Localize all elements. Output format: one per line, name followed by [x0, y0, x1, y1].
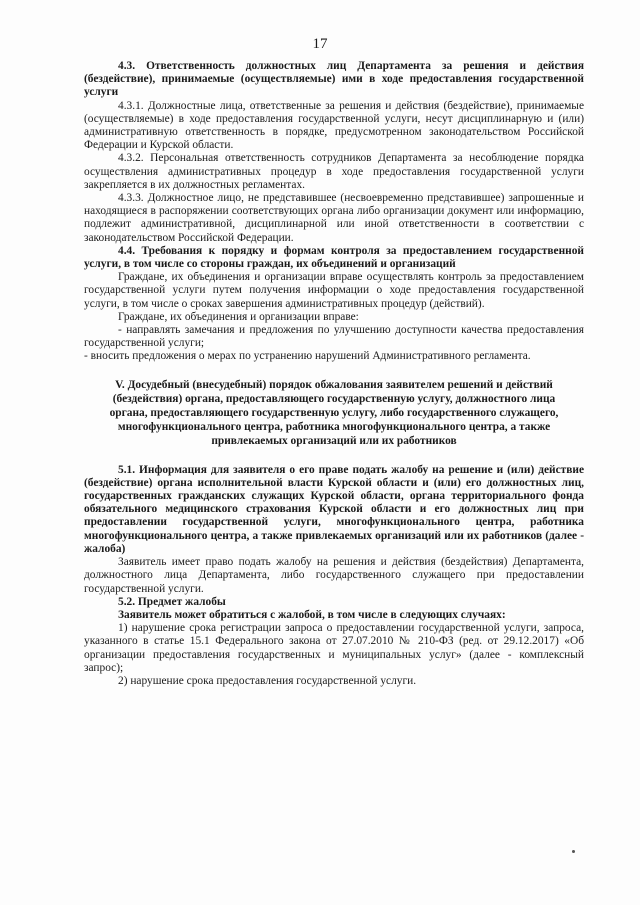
- paragraph-4-3-2: 4.3.2. Персональная ответственность сотрудников Департамента за несоблюдение порядка осуществления административных процедур в ходе предоставления государственной услуги закрепляется в их должностных регламентах.: [84, 152, 584, 191]
- list-item-case-2: 2) нарушение срока предоставления государственной услуги.: [118, 674, 417, 687]
- section-v-title: V. Досудебный (внесудебный) порядок обжалования заявителем решений и действий (бездействия) органа, предоставляющего государственную услугу, должностного лица органа, предоставляющего государственную услугу, либо государственного служащего, многофункционального центра, работника многофункционального центра, а также привлекаемых организаций или их работников: [109, 378, 559, 447]
- heading-4-4: 4.4. Требования к порядку и формам контроля за предоставлением государственной услуги, в том числе со стороны граждан, их объединений и организаций: [84, 244, 584, 271]
- heading-complaint-cases: Заявитель может обратиться с жалобой, в том числе в следующих случаях:: [118, 608, 506, 621]
- paragraph-rights-intro: Граждане, их объединения и организации вправе:: [118, 310, 359, 323]
- paragraph-complaint-right: Заявитель имеет право подать жалобу на решения и действия (бездействия) Департамента, должностного лица Департамента, либо государственного служащего при предоставлении государственной услуги.: [84, 556, 584, 595]
- page-number: 17: [312, 36, 328, 52]
- paragraph-4-3-3: 4.3.3. Должностное лицо, не представившее (несвоевременно представившее) запрошенные и находящиеся в распоряжении соответствующих органа либо организации документ или информацию, подлежит административной, дисциплинарной или иной ответственности в соответствии с законодательством Российской Федерации.: [84, 192, 584, 244]
- list-item-proposals: - вносить предложения о мерах по устранению нарушений Административного регламента.: [84, 350, 531, 363]
- paragraph-4-3-1: 4.3.1. Должностные лица, ответственные за решения и действия (бездействие), принимаемые (осуществляемые) в ходе предоставления государственной услуги, несут дисциплинарную и (или) административную ответственность в порядке, предусмотренном законодательством Российской Федерации и Курской области.: [84, 99, 584, 152]
- list-item-remarks: - направлять замечания и предложения по улучшению доступности качества предоставления государственной услуги;: [84, 324, 584, 350]
- document-body: [84, 60, 584, 688]
- paragraph-control-rights: Граждане, их объединения и организации вправе осуществлять контроль за предоставлением государственной услуги путем получения информации о ходе предоставления государственной услуги, в том числе о сроках завершения административных процедур (действий).: [84, 271, 584, 310]
- heading-4-3: 4.3. Ответственность должностных лиц Департамента за решения и действия (бездействие), принимаемые (осуществляемые) ими в ходе предоставления государственной услуги: [84, 60, 584, 99]
- heading-5-2: 5.2. Предмет жалобы: [118, 595, 226, 608]
- heading-5-1: 5.1. Информация для заявителя о его праве подать жалобу на решение и (или) действие (бездействие) органа исполнительной власти Курской области и (или) его должностных лиц, государственных гражданских служащих Курской области, органа территориального фонда обязательного медицинского страхования Курской области и его должностных лиц при предоставлении государственной услуги, многофункционального центра, работника многофункционального центра, а также привлекаемых организаций или их работников (далее - жалоба): [84, 463, 584, 555]
- scan-speck: [572, 850, 575, 853]
- list-item-case-1: 1) нарушение срока регистрации запроса о предоставлении государственной услуги, запроса, указанного в статье 15.1 Федерального закона от 27.07.2010 № 210-ФЗ (ред. от 29.12.2017) «Об организации предоставления государственных и муниципальных услуг» (далее - комплексный запрос);: [84, 622, 584, 674]
